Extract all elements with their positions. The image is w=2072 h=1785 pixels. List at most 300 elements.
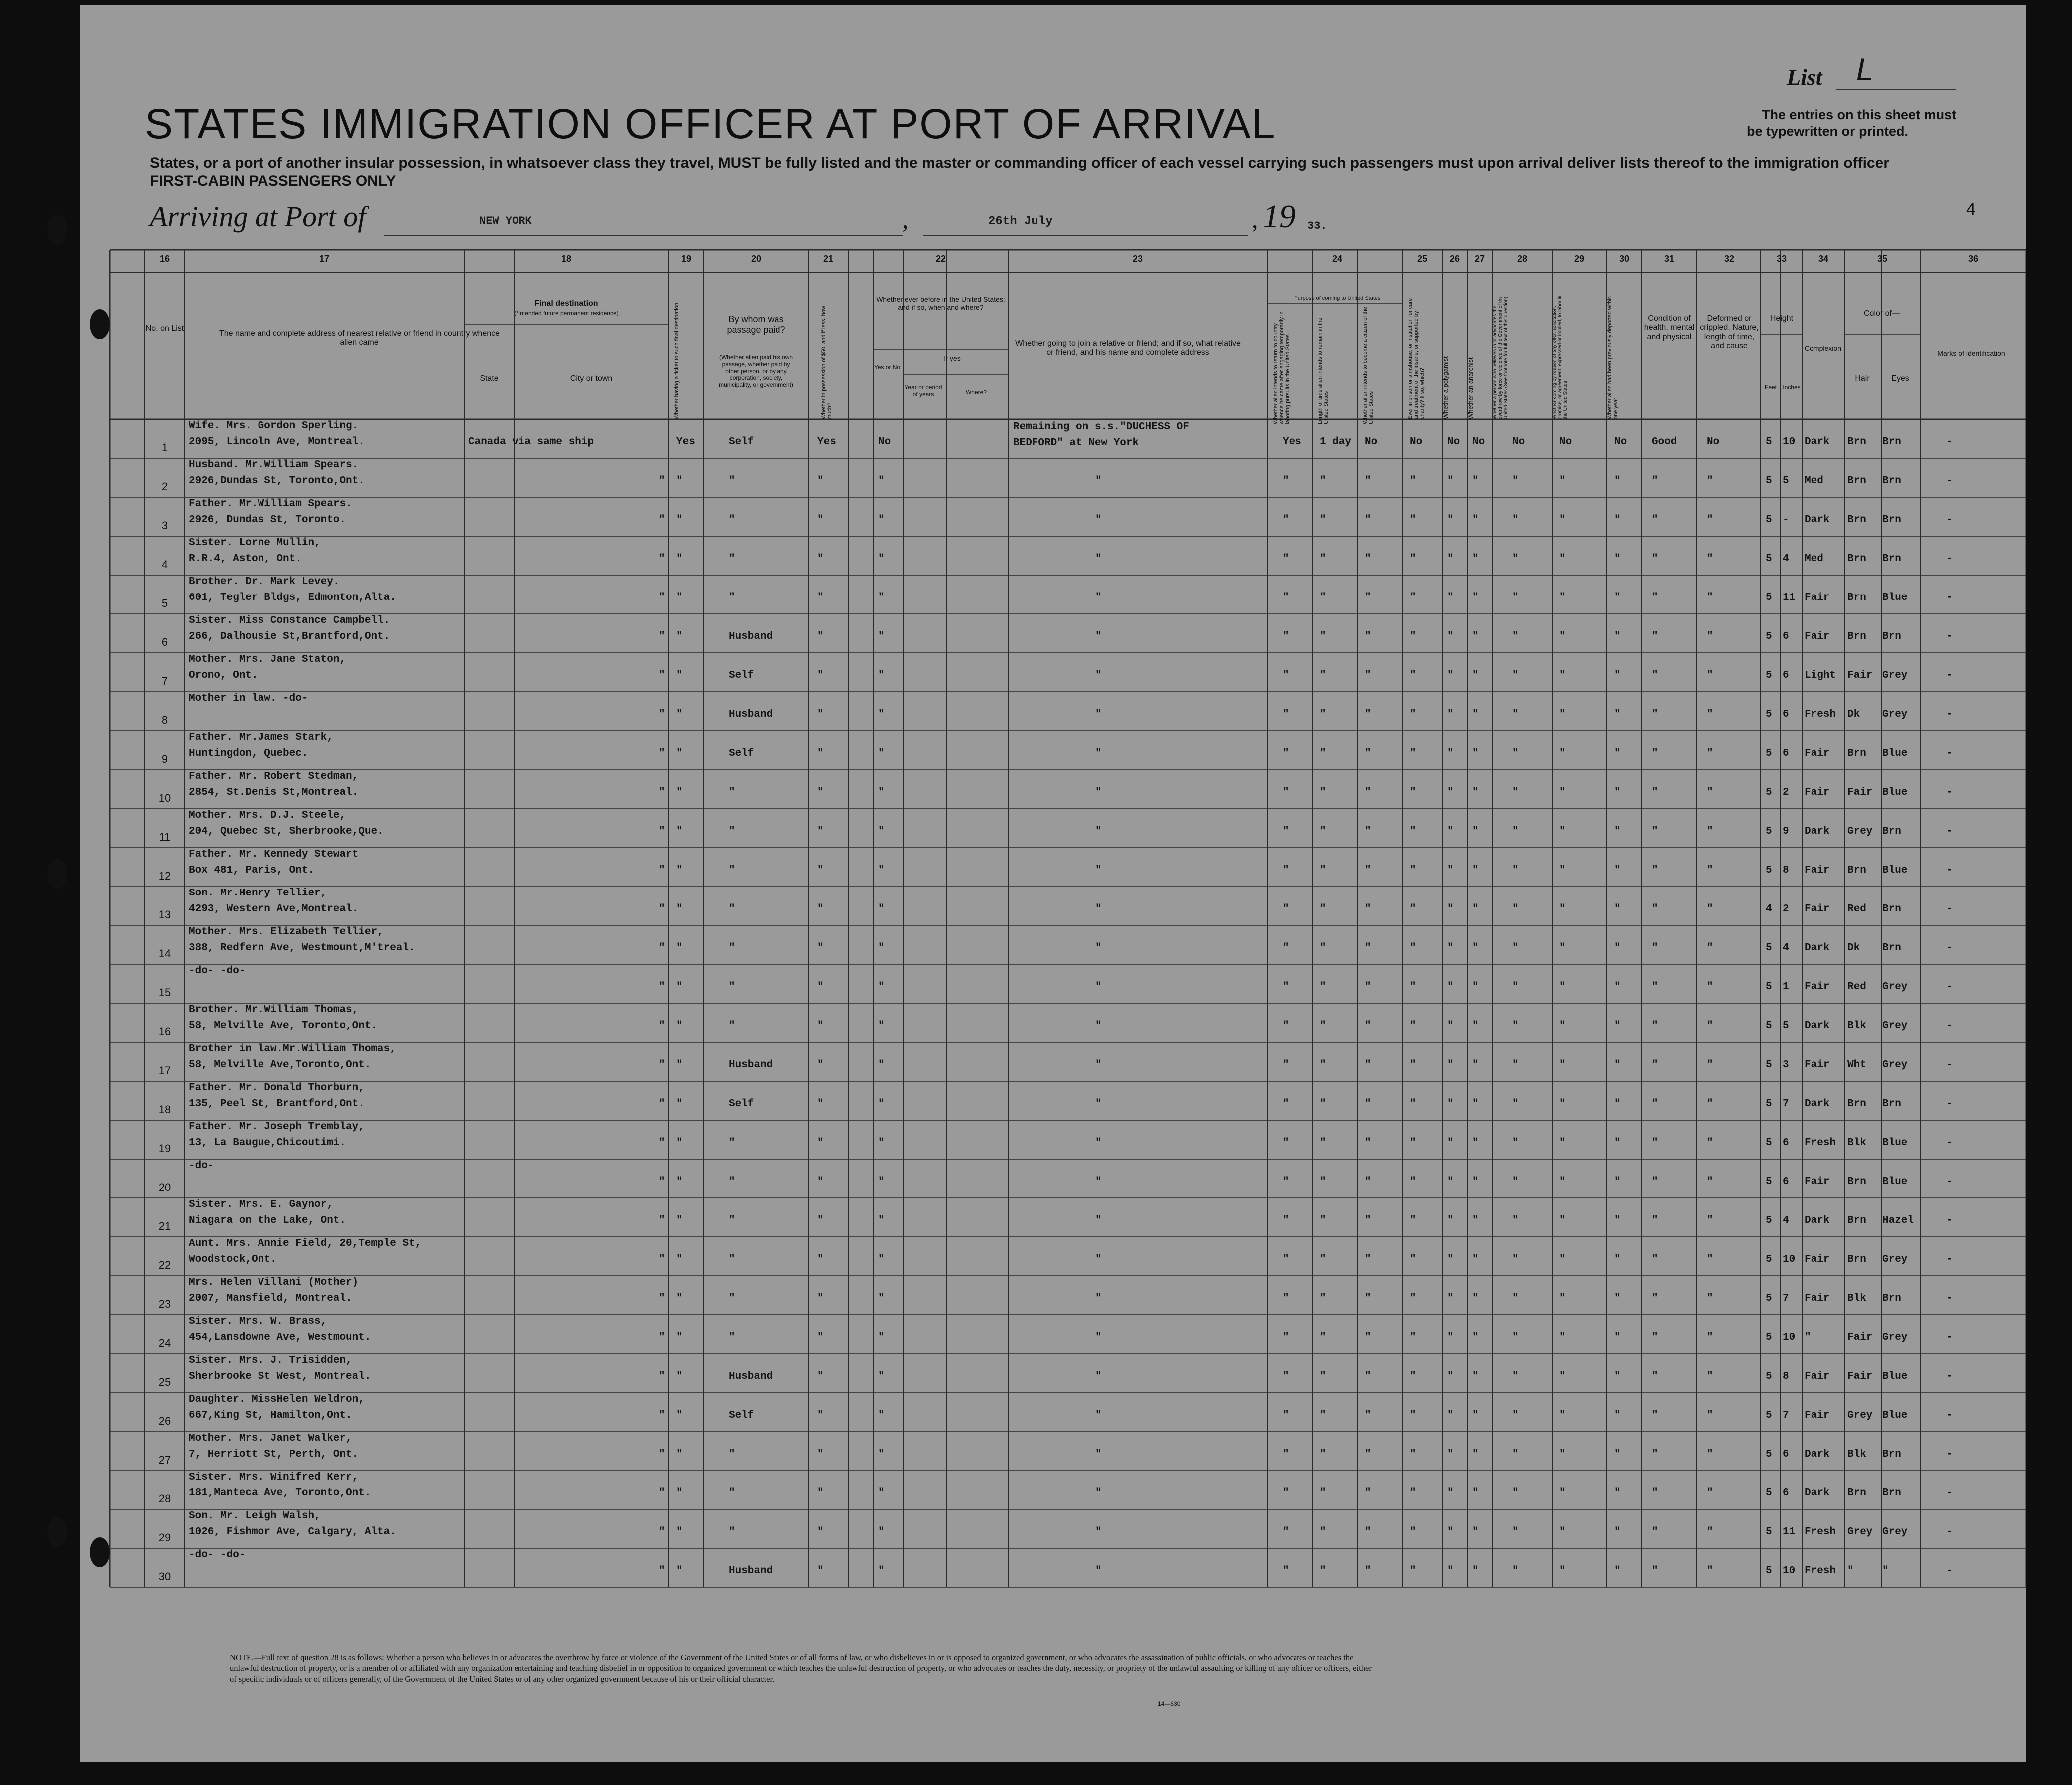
cell-p24a: " [1283, 1488, 1289, 1499]
relative-name: -do- -do- [189, 1549, 246, 1561]
cell-feet: 5 [1766, 981, 1772, 993]
cell-c30: " [1614, 826, 1621, 837]
cell-c26: " [1447, 1488, 1454, 1499]
final-destination: Canada via same ship [468, 436, 594, 448]
cell-fifty: " [817, 1410, 824, 1421]
cell-complexion: " [1805, 1332, 1811, 1343]
punch-hole [47, 1517, 67, 1547]
cell-c30: " [1614, 865, 1621, 876]
cell-hair: Dk [1847, 709, 1860, 720]
cell-c29: " [1559, 748, 1566, 759]
row-number: 17 [158, 1064, 171, 1077]
cell-c27: " [1472, 592, 1479, 603]
cell-deformed: " [1707, 1526, 1713, 1538]
cell-deformed: " [1707, 981, 1713, 993]
cell-complexion: Fresh [1805, 1137, 1836, 1149]
cell-c27: " [1472, 1565, 1479, 1577]
joining-relative: " [1095, 1098, 1102, 1110]
cell-before: No [878, 436, 891, 448]
cell-inches: 6 [1783, 1449, 1789, 1460]
cell-c25: " [1410, 1293, 1416, 1304]
cell-marks: - [1946, 1176, 1953, 1188]
cell-c30: " [1614, 1098, 1621, 1110]
cell-complexion: Fair [1805, 1410, 1830, 1421]
header-relative: The name and complete address of nearest relative or friend in country whence alien came [219, 329, 500, 347]
cell-feet: 5 [1766, 670, 1772, 681]
cell-inches: 4 [1783, 942, 1789, 954]
cell-p24a: " [1283, 1098, 1289, 1110]
row-number: 8 [161, 714, 168, 726]
cell-before: " [878, 1059, 885, 1071]
relative-name: Brother. Mr.William Thomas, [189, 1004, 359, 1016]
cell-inches: - [1783, 514, 1789, 526]
cell-p24a: " [1283, 787, 1289, 798]
cell-ticket: " [676, 1059, 683, 1071]
cell-c28: " [1512, 1332, 1519, 1343]
cell-before: " [878, 787, 885, 798]
cell-p24a: " [1283, 1137, 1289, 1149]
cell-hair: Brn [1847, 1098, 1866, 1110]
cell-marks: - [1946, 1215, 1953, 1226]
cell-c30: " [1614, 903, 1621, 915]
cell-c30: " [1614, 592, 1621, 603]
cell-c26: " [1447, 1059, 1454, 1071]
cell-feet: 5 [1766, 553, 1772, 565]
final-destination: " [659, 1526, 665, 1538]
cell-c28: " [1512, 475, 1519, 487]
cell-ticket: " [676, 1215, 683, 1226]
cell-p24c: " [1365, 553, 1371, 565]
cell-ticket: " [676, 475, 683, 487]
cell-deformed: " [1707, 1254, 1713, 1265]
final-destination: " [659, 826, 665, 837]
cell-p24b: " [1320, 1526, 1326, 1538]
cell-p24c: " [1365, 1293, 1371, 1304]
cell-eyes: Brn [1882, 1098, 1901, 1110]
cell-p24c: " [1365, 1526, 1371, 1538]
cell-p24c: " [1365, 1488, 1371, 1499]
cell-fifty: " [817, 1137, 824, 1149]
column-number: 20 [751, 254, 762, 264]
cell-before: " [878, 1293, 885, 1304]
cell-p24a: " [1283, 942, 1289, 954]
cell-p24a: " [1283, 475, 1289, 487]
cell-eyes: Brn [1882, 1293, 1901, 1304]
joining-relative: " [1095, 1449, 1102, 1460]
cell-feet: 5 [1766, 942, 1772, 954]
cell-c26: " [1447, 514, 1454, 526]
row-number: 2 [161, 480, 168, 493]
cell-c28: " [1512, 981, 1519, 993]
cell-complexion: Dark [1805, 942, 1830, 954]
cell-deformed: " [1707, 1332, 1713, 1343]
header-passage: By whom was passage paid? [727, 314, 785, 335]
cell-p24a: " [1283, 1020, 1289, 1032]
cell-c29: " [1559, 981, 1566, 993]
cell-feet: 5 [1766, 514, 1772, 526]
cell-c28: " [1512, 1020, 1519, 1032]
cell-c30: " [1614, 1488, 1621, 1499]
cell-deformed: " [1707, 1137, 1713, 1149]
cell-passage: " [729, 1176, 735, 1188]
cell-p24b: " [1320, 1565, 1326, 1577]
header-deported: Whether alien had been previously deported within one year [1607, 296, 1619, 419]
joining-relative: " [1095, 1526, 1102, 1538]
cell-c26: " [1447, 1293, 1454, 1304]
cell-hair: Dk [1847, 942, 1860, 954]
cell-passage: " [729, 514, 735, 526]
cell-marks: - [1946, 670, 1953, 681]
relative-address: R.R.4, Aston, Ont. [189, 553, 302, 565]
cell-complexion: Dark [1805, 1488, 1830, 1499]
relative-address: 667,King St, Hamilton,Ont. [189, 1410, 352, 1421]
cell-fifty: " [817, 748, 824, 759]
cell-before: " [878, 1449, 885, 1460]
port-of-arrival: NEW YORK [479, 215, 532, 227]
cell-marks: - [1946, 514, 1953, 526]
cell-c27: " [1472, 748, 1479, 759]
cell-c26: " [1447, 1332, 1454, 1343]
cell-c26: " [1447, 1176, 1454, 1188]
cell-health: " [1652, 1488, 1658, 1499]
cell-deformed: " [1707, 1098, 1713, 1110]
header-passage-note: (Whether alien paid his own passage, whether paid by other person, or by any corporation, society, municipality, or government) [719, 354, 793, 389]
cell-c28: " [1512, 709, 1519, 720]
cell-fifty: " [817, 1371, 824, 1382]
relative-name: Sister. Mrs. J. Trisidden, [189, 1355, 352, 1366]
cell-eyes: Brn [1882, 1449, 1901, 1460]
cell-c25: " [1410, 553, 1416, 565]
cell-p24b: " [1320, 865, 1326, 876]
cell-eyes: Grey [1882, 1526, 1908, 1538]
cell-before: " [878, 592, 885, 603]
cell-health: " [1652, 1137, 1658, 1149]
cell-c25: " [1410, 1059, 1416, 1071]
cell-c29: " [1559, 1059, 1566, 1071]
cell-marks: - [1946, 748, 1953, 759]
cell-hair: Grey [1847, 1410, 1873, 1421]
cell-marks: - [1946, 826, 1953, 837]
cell-p24a: " [1283, 903, 1289, 915]
cell-c26: " [1447, 981, 1454, 993]
cell-passage: Self [729, 670, 754, 681]
cell-hair: Brn [1847, 631, 1866, 642]
cell-marks: - [1946, 475, 1953, 487]
row-number: 18 [158, 1103, 171, 1116]
cell-c27: " [1472, 670, 1479, 681]
arriving-label: Arriving at Port of [150, 200, 366, 233]
relative-address: 58, Melville Ave,Toronto,Ont. [189, 1059, 371, 1071]
cell-eyes: Blue [1882, 748, 1908, 759]
cell-complexion: Dark [1805, 1449, 1830, 1460]
cell-c28: " [1512, 1526, 1519, 1538]
cell-deformed: " [1707, 1215, 1713, 1226]
cell-deformed: " [1707, 1020, 1713, 1032]
cell-health: " [1652, 748, 1658, 759]
cell-c30: " [1614, 1526, 1621, 1538]
cell-before: " [878, 514, 885, 526]
column-number: 30 [1619, 254, 1630, 264]
cell-c28: " [1512, 1176, 1519, 1188]
cell-fifty: " [817, 514, 824, 526]
cell-eyes: Blue [1882, 1371, 1908, 1382]
cell-c29: " [1559, 903, 1566, 915]
final-destination: " [659, 631, 665, 642]
cell-p24a: " [1283, 1176, 1289, 1188]
cell-feet: 5 [1766, 1526, 1772, 1538]
cell-passage: " [729, 1293, 735, 1304]
cell-hair: Brn [1847, 748, 1866, 759]
cell-c28: " [1512, 1488, 1519, 1499]
cell-p24c: " [1365, 903, 1371, 915]
final-destination: " [659, 1371, 665, 1382]
cell-c29: " [1559, 1488, 1566, 1499]
row-number: 14 [158, 947, 171, 960]
cell-feet: 5 [1766, 1488, 1772, 1499]
joining-relative: " [1095, 865, 1102, 876]
cell-feet: 5 [1766, 1565, 1772, 1577]
cell-c29: " [1559, 1449, 1566, 1460]
punch-hole [47, 215, 67, 245]
cell-feet: 5 [1766, 748, 1772, 759]
cell-ticket: Yes [676, 436, 695, 448]
column-number: 29 [1574, 254, 1585, 264]
row-number: 1 [161, 441, 168, 454]
cell-feet: 5 [1766, 865, 1772, 876]
cell-c30: " [1614, 670, 1621, 681]
relative-name: Mrs. Helen Villani (Mother) [189, 1277, 359, 1288]
joining-relative: " [1095, 514, 1102, 526]
relative-address: Box 481, Paris, Ont. [189, 865, 315, 876]
relative-address: 454,Lansdowne Ave, Westmount. [189, 1332, 371, 1343]
cell-p24a: " [1283, 1526, 1289, 1538]
cell-c27: " [1472, 1098, 1479, 1110]
cell-feet: 5 [1766, 1215, 1772, 1226]
cell-ticket: " [676, 1293, 683, 1304]
final-destination: " [659, 787, 665, 798]
cell-p24a: " [1283, 1059, 1289, 1071]
cell-ticket: " [676, 1176, 683, 1188]
cell-p24a: " [1283, 514, 1289, 526]
header-anarchist: Whether an anarchist [1467, 357, 1474, 419]
column-number: 17 [319, 254, 330, 264]
cell-p24a: " [1283, 865, 1289, 876]
cell-ticket: " [676, 592, 683, 603]
joining-relative: " [1095, 1410, 1102, 1421]
cell-before: " [878, 1215, 885, 1226]
cell-p24b: " [1320, 787, 1326, 798]
cell-deformed: " [1707, 1293, 1713, 1304]
cell-marks: - [1946, 1332, 1953, 1343]
cell-fifty: " [817, 553, 824, 565]
cell-ticket: " [676, 1020, 683, 1032]
cell-complexion: Dark [1805, 436, 1830, 448]
cell-c25: " [1410, 1332, 1416, 1343]
cell-c29: " [1559, 475, 1566, 487]
column-number: 19 [681, 254, 692, 264]
relative-name: Daughter. MissHelen Weldron, [189, 1394, 365, 1405]
cell-c25: No [1410, 436, 1423, 448]
cell-p24a: Yes [1283, 436, 1301, 448]
cell-health: " [1652, 553, 1658, 565]
cell-c27: No [1472, 436, 1485, 448]
cell-ticket: " [676, 748, 683, 759]
cell-eyes: Blue [1882, 787, 1908, 798]
header-joining: Whether going to join a relative or friend; and if so, what relative or friend, and his name and complete address [1015, 339, 1241, 357]
row-number: 27 [158, 1454, 171, 1466]
column-number: 33 [1776, 254, 1787, 264]
cell-before: " [878, 1098, 885, 1110]
cell-c26: " [1447, 1449, 1454, 1460]
cell-c26: " [1447, 1565, 1454, 1577]
cell-fifty: " [817, 709, 824, 720]
header-purpose: Purpose of coming to United States [1294, 296, 1381, 301]
cell-ticket: " [676, 514, 683, 526]
cell-p24c: " [1365, 942, 1371, 954]
cell-p24b: " [1320, 1020, 1326, 1032]
cell-feet: 5 [1766, 709, 1772, 720]
cell-c29: " [1559, 1215, 1566, 1226]
header-marks: Marks of identification [1937, 349, 2005, 357]
cell-inches: 5 [1783, 1020, 1789, 1032]
cell-deformed: " [1707, 475, 1713, 487]
cell-eyes: Hazel [1882, 1215, 1914, 1226]
cell-p24c: " [1365, 1137, 1371, 1149]
cell-c26: " [1447, 942, 1454, 954]
relative-name: Sister. Mrs. W. Brass, [189, 1316, 327, 1327]
cell-feet: 5 [1766, 436, 1772, 448]
cell-eyes: Brn [1882, 826, 1901, 837]
cell-inches: 8 [1783, 865, 1789, 876]
cell-deformed: " [1707, 787, 1713, 798]
relative-name: Aunt. Mrs. Annie Field, 20,Temple St, [189, 1238, 422, 1249]
cell-eyes: Brn [1882, 553, 1901, 565]
header-contract: Whether coming by reason of any offer, solicitation, promise, or agreement, expressed or implied, to labor in the United States [1552, 296, 1568, 419]
relative-address: Sherbrooke St West, Montreal. [189, 1371, 371, 1382]
final-destination: " [659, 1449, 665, 1460]
header-overthrow: Whether a person who believes in or advocates the overthrow by force or violence of the Government of the United States (See footnote for full text of this question) [1492, 296, 1509, 419]
cell-c29: " [1559, 670, 1566, 681]
cell-deformed: " [1707, 942, 1713, 954]
cell-inches: 11 [1783, 592, 1796, 603]
cell-complexion: Fair [1805, 1254, 1830, 1265]
cell-fifty: " [817, 826, 824, 837]
cell-marks: - [1946, 1293, 1953, 1304]
cell-before: " [878, 1176, 885, 1188]
cell-passage: Husband [729, 1565, 773, 1577]
relative-address: Niagara on the Lake, Ont. [189, 1215, 346, 1226]
cell-health: " [1652, 1371, 1658, 1382]
header-purpose-c: Whether alien intends to become a citizen of the United States [1362, 307, 1375, 424]
cell-c26: No [1447, 436, 1460, 448]
cell-c28: " [1512, 1410, 1519, 1421]
cell-c25: " [1410, 787, 1416, 798]
cell-fifty: " [817, 1488, 824, 1499]
cell-c28: " [1512, 1254, 1519, 1265]
cell-p24c: " [1365, 1410, 1371, 1421]
cell-complexion: Med [1805, 553, 1823, 565]
relative-name: Wife. Mrs. Gordon Sperling. [189, 420, 359, 432]
cell-passage: " [729, 1332, 735, 1343]
cell-deformed: " [1707, 1059, 1713, 1071]
cell-c26: " [1447, 1410, 1454, 1421]
cell-ticket: " [676, 787, 683, 798]
column-number: 32 [1724, 254, 1735, 264]
cell-hair: " [1847, 1565, 1854, 1577]
cell-c27: " [1472, 1410, 1479, 1421]
cell-hair: Brn [1847, 1215, 1866, 1226]
manifest-grid [80, 5, 2026, 1762]
joining-relative: " [1095, 670, 1102, 681]
cell-c26: " [1447, 553, 1454, 565]
joining-relative: " [1095, 787, 1102, 798]
cell-hair: Brn [1847, 592, 1866, 603]
cell-ticket: " [676, 631, 683, 642]
cell-c25: " [1410, 748, 1416, 759]
cell-c26: " [1447, 787, 1454, 798]
relative-name: Father. Mr. Robert Stedman, [189, 771, 359, 782]
cell-p24b: " [1320, 1176, 1326, 1188]
cell-c27: " [1472, 553, 1479, 565]
final-destination: " [659, 475, 665, 487]
cell-p24a: " [1283, 1410, 1289, 1421]
cell-marks: - [1946, 1449, 1953, 1460]
cell-ticket: " [676, 1332, 683, 1343]
cell-fifty: " [817, 1020, 824, 1032]
relative-address: Orono, Ont. [189, 670, 258, 681]
cell-c30: " [1614, 553, 1621, 565]
cell-fifty: " [817, 1098, 824, 1110]
joining-relative: " [1095, 475, 1102, 487]
cell-inches: 2 [1783, 787, 1789, 798]
relative-address: Woodstock,Ont. [189, 1254, 277, 1265]
column-number: 31 [1664, 254, 1675, 264]
cell-marks: - [1946, 903, 1953, 915]
relative-address: 2007, Mansfield, Montreal. [189, 1293, 352, 1304]
cell-p24c: " [1365, 826, 1371, 837]
cell-c26: " [1447, 670, 1454, 681]
cell-passage: Self [729, 1410, 754, 1421]
row-number: 26 [158, 1415, 171, 1427]
joining-relative: " [1095, 1332, 1102, 1343]
relative-name: Sister. Mrs. Winifred Kerr, [189, 1472, 359, 1483]
cell-p24a: " [1283, 1293, 1289, 1304]
cell-c27: " [1472, 1059, 1479, 1071]
cell-complexion: Fair [1805, 787, 1830, 798]
cell-deformed: " [1707, 1410, 1713, 1421]
cell-p24c: " [1365, 670, 1371, 681]
header-years: Year or period of years [904, 384, 942, 398]
cell-passage: " [729, 1488, 735, 1499]
cell-before: " [878, 1371, 885, 1382]
cell-complexion: Fair [1805, 748, 1830, 759]
relative-address: 601, Tegler Bldgs, Edmonton,Alta. [189, 592, 396, 603]
cell-passage: " [729, 787, 735, 798]
cell-c25: " [1410, 1020, 1416, 1032]
cell-ticket: " [676, 903, 683, 915]
cell-c26: " [1447, 592, 1454, 603]
cell-fifty: " [817, 670, 824, 681]
cell-hair: Fair [1847, 1332, 1873, 1343]
cell-c27: " [1472, 826, 1479, 837]
joining-relative: " [1095, 1215, 1102, 1226]
cell-before: " [878, 865, 885, 876]
cell-marks: - [1946, 787, 1953, 798]
cell-c28: " [1512, 903, 1519, 915]
cell-hair: Fair [1847, 1371, 1873, 1382]
cell-marks: - [1946, 1137, 1953, 1149]
cell-ticket: " [676, 865, 683, 876]
